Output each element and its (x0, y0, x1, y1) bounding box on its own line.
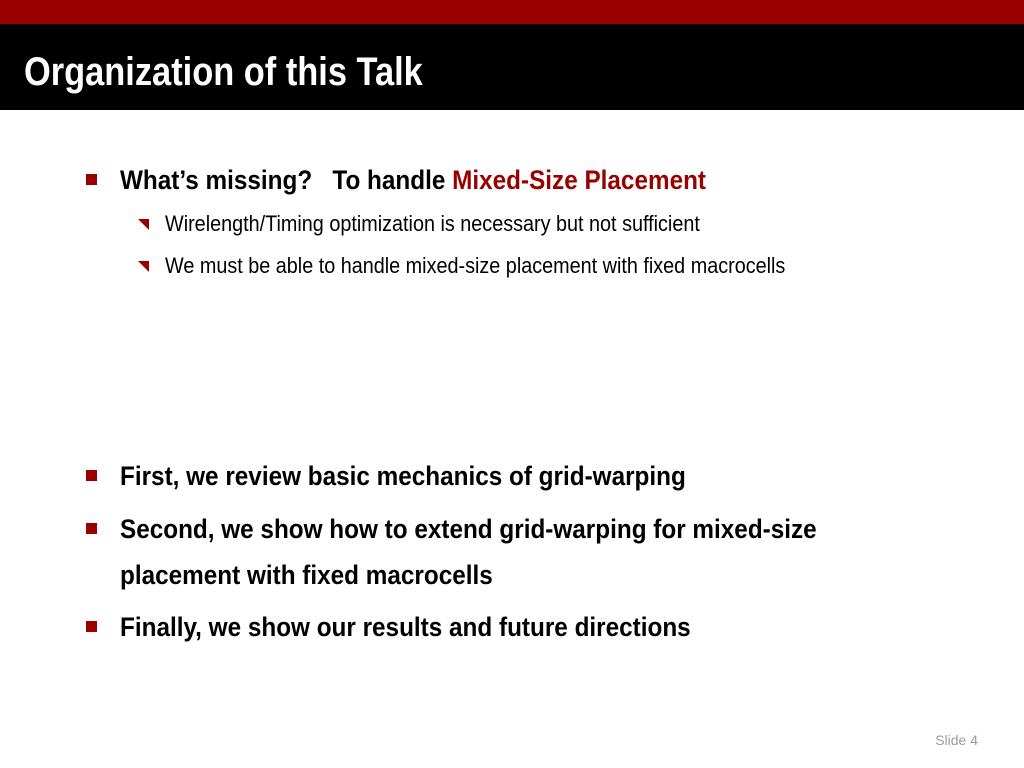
square-bullet-icon (86, 174, 97, 185)
bullet-item (86, 506, 986, 598)
slide-title: Organization of this Talk (24, 50, 423, 94)
sub-bullet-text: Wirelength/Timing optimization is necessary but not sufficient (165, 211, 700, 236)
sub-bullet-item (138, 209, 998, 239)
sub-bullet-item (138, 251, 998, 281)
sub-bullet-text: We must be able to handle mixed-size placement with fixed macrocells (165, 253, 786, 278)
bullet-item (86, 157, 986, 203)
bullet-text-plain: What’s missing? To handle (120, 165, 453, 195)
bullet-text-highlight: Mixed-Size Placement (452, 165, 707, 195)
bullet-text: Second, we show how to extend grid-warping for mixed-size placement with fixed macrocells (120, 514, 817, 590)
triangle-bullet-icon (138, 219, 149, 230)
square-bullet-icon (86, 470, 97, 481)
square-bullet-icon (86, 621, 97, 632)
triangle-bullet-icon (138, 261, 149, 272)
bullet-item (86, 453, 986, 499)
bullet-item (86, 604, 986, 650)
bullet-text: Finally, we show our results and future directions (120, 612, 691, 642)
bullet-text (120, 157, 912, 203)
slide-number: Slide 4 (935, 732, 978, 748)
header-accent-band (0, 0, 1024, 24)
square-bullet-icon (86, 523, 97, 534)
bullet-text: First, we review basic mechanics of grid-warping (120, 461, 686, 491)
